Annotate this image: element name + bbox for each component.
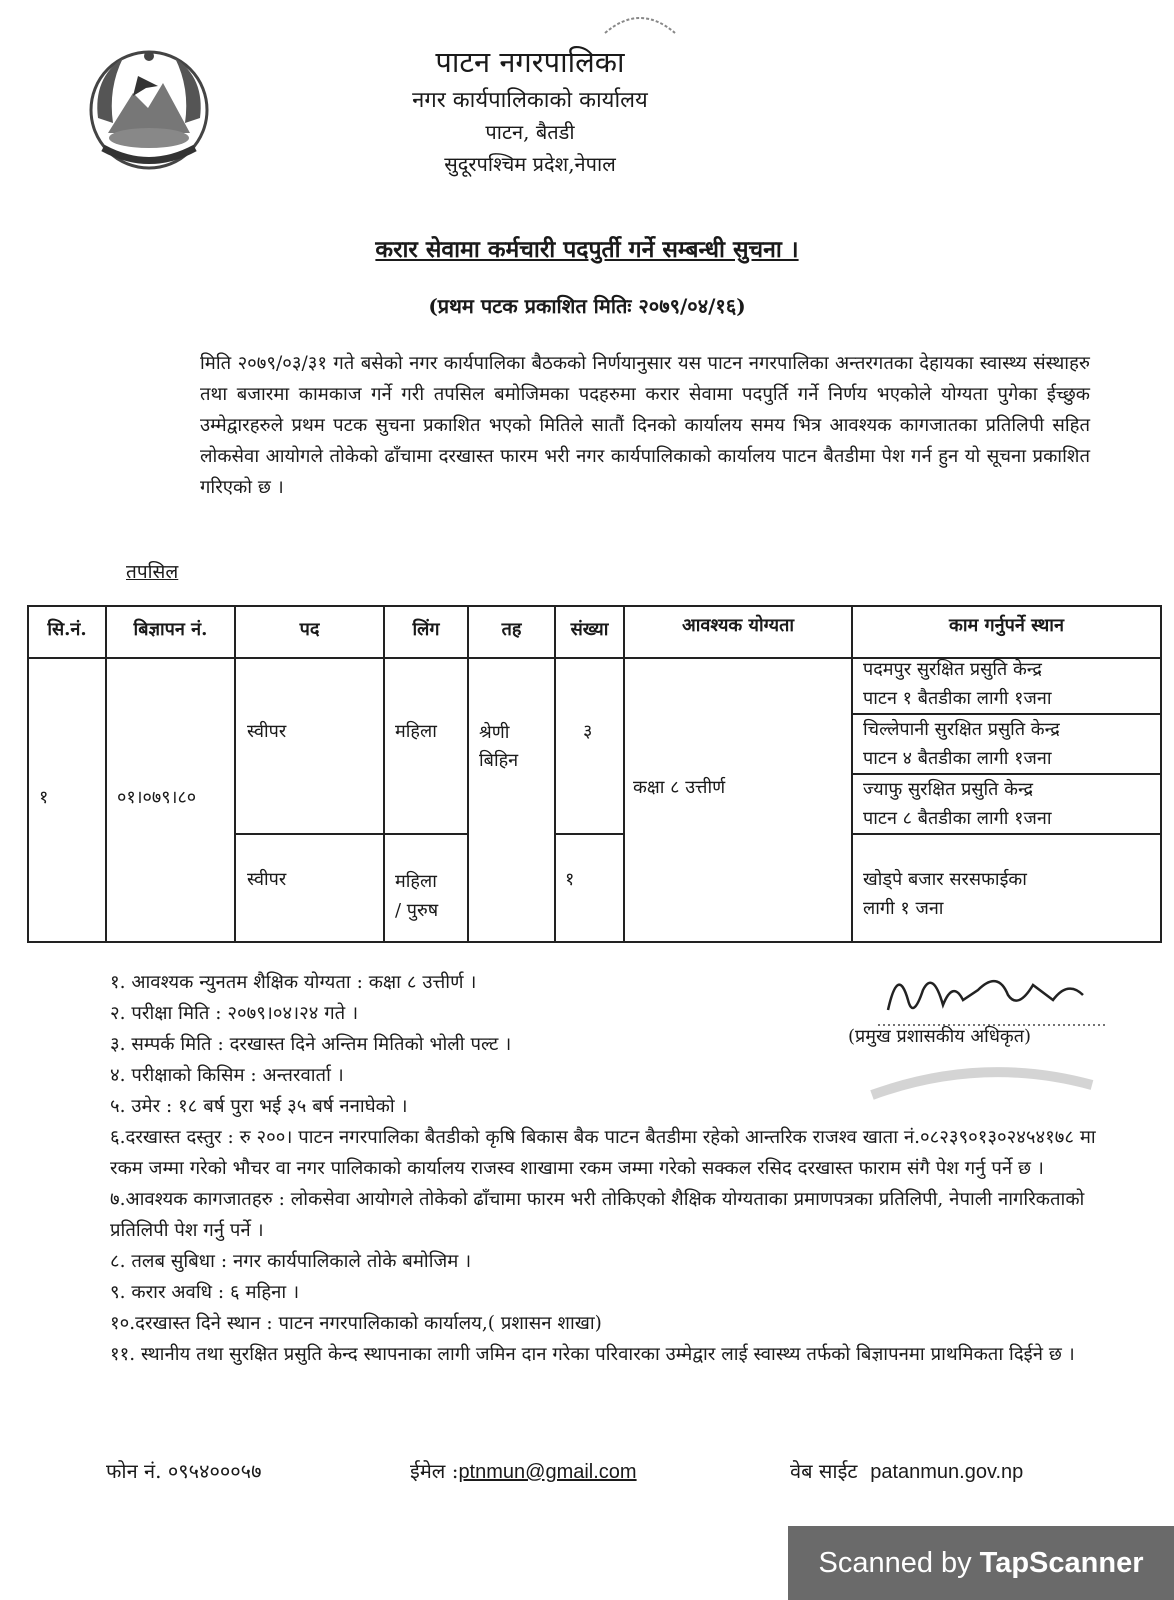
footer-phone — [106, 1457, 261, 1484]
scanner-watermark — [788, 1526, 1174, 1600]
note-item: ७.आवश्यक कागजातहरु : लोकसेवा आयोगले तोकेको ढाँचामा फारम भरी तोकिएको शैक्षिक योग्यताका प्रमाणपत्रका प्रतिलिपी, नेपाली नागरिकताको प्रतिलिपी पेश गर्नु पर्ने । — [110, 1189, 1085, 1241]
col-header-ad-no: बिज्ञापन नं. — [133, 619, 208, 640]
table-cell-post: स्वीपर — [247, 721, 287, 742]
place-line: पाटन ४ बैतडीका लागी १जना — [863, 748, 1052, 769]
scanner-prefix: Scanned by — [818, 1546, 972, 1579]
tier-line-1: श्रेणी — [479, 722, 510, 743]
col-header-post: पद — [299, 619, 320, 640]
note-item: ६.दरखास्त दस्तुर : रु २००। पाटन नगरपालिका बैतडीको कृषि बिकास बैक पाटन बैतडीमा रहेको आन्तरिक राजश्व खाता नं.०८२३९०१३०२४५४१७८ मा रकम जम्मा गरेको भौचर वा नगर पालिकाको कार्यालय राजस्व शाखामा रकम जम्मा गरेको सक्कल रसिद दरखास्त फाराम संगै पेश गर्नु पर्ने छ । — [110, 1127, 1096, 1179]
website-link[interactable]: patanmun.gov.np — [870, 1461, 1024, 1483]
table-cell-gender: महिला — [395, 721, 437, 742]
scanner-brand: TapScanner — [979, 1546, 1144, 1579]
notice-title — [0, 232, 1174, 264]
note-item: ५. उमेर : १८ बर्ष पुरा भई ३५ बर्ष ननाघेको । — [110, 1096, 408, 1117]
table-cell-gender — [395, 867, 438, 925]
note-item: १. आवश्यक न्युनतम शैक्षिक योग्यता : कक्षा ८ उत्तीर्ण । — [110, 972, 477, 993]
gender-line-2: / पुरुष — [395, 900, 439, 921]
table-cell-ad-no: ०१।०७९।८० — [117, 787, 197, 808]
office-name: नगर कार्यपालिकाको कार्यालय — [412, 88, 648, 113]
details-heading: तपसिल — [126, 561, 179, 583]
table-cell-count: ३ — [583, 721, 593, 742]
col-header-sn: सि.नं. — [47, 619, 87, 640]
table-cell-place — [863, 775, 1052, 833]
place-line: लागी १ जना — [863, 898, 944, 919]
footer-email — [410, 1457, 637, 1484]
table-cell-place — [863, 715, 1060, 773]
place-line: चिल्लेपानी सुरक्षित प्रसुति केन्द्र — [863, 719, 1060, 740]
col-header-work-place: काम गर्नुपर्ने स्थान — [949, 615, 1064, 636]
table-cell-post: स्वीपर — [247, 869, 287, 890]
municipality-name: पाटन नगरपालिका — [435, 45, 625, 79]
place-line: खोड्पे बजार सरसफाईका — [863, 869, 1027, 890]
place-line: ज्याफु सुरक्षित प्रसुति केन्द्र — [863, 779, 1034, 800]
note-item: १०.दरखास्त दिने स्थान : पाटन नगरपालिकाको कार्यालय,( प्रशासन शाखा) — [110, 1313, 602, 1334]
col-header-qualification: आवश्यक योग्यता — [681, 615, 795, 636]
table-cell-place — [863, 655, 1052, 713]
office-location: पाटन, बैतडी — [485, 120, 575, 144]
notice-body: मिति २०७९/०३/३१ गते बसेको नगर कार्यपालिका बैठकको निर्णयानुसार यस पाटन नगरपालिका अन्तरगतका देहायका स्वास्थ्य संस्थाहरु तथा बजारमा कामकाज गर्ने गरी तपसिल बमोजिमका पदहरुमा करार सेवामा पदपुर्ति गर्ने निर्णय भएकोले योग्यता पुगेका ईच्छुक उम्मेद्वारहरुले प्रथम पटक सुचना प्रकाशित भएको मितिले सातौं दिनको कार्यालय समय भित्र आवश्यक कागजातका प्रतिलिपी सहित लोकसेवा आयोगले तोकेको ढाँचामा दरखास्त फारम भरी नगर कार्यपालिकाको कार्यालय पाटन बैतडीमा पेश गर्न हुन यो सूचना प्रकाशित गरिएको छ । — [200, 353, 1090, 498]
vacancy-table — [27, 605, 1162, 943]
tier-line-2: बिहिन — [479, 750, 519, 771]
place-line: पाटन ८ बैतडीका लागी १जना — [863, 808, 1052, 829]
table-cell-sn: १ — [39, 787, 49, 808]
col-header-count: संख्या — [570, 619, 609, 640]
phone-label: फोन नं. — [106, 1459, 162, 1483]
notice-title-text: करार सेवामा कर्मचारी पदपुर्ती गर्ने सम्बन्धी सुचना । — [375, 236, 799, 263]
col-header-gender: लिंग — [412, 619, 440, 640]
signatory-title: (प्रमुख प्रशासकीय अधिकृत) — [848, 1026, 1032, 1047]
place-line: पदमपुर सुरक्षित प्रसुति केन्द्र — [863, 659, 1042, 680]
note-item: ३. सम्पर्क मिति : दरखास्त दिने अन्तिम मितिको भोली पल्ट । — [110, 1034, 512, 1055]
note-item: ४. परीक्षाको किसिम : अन्तरवार्ता । — [110, 1065, 344, 1086]
note-item: ९. करार अवधि : ६ महिना । — [110, 1282, 300, 1303]
table-cell-count: १ — [565, 869, 575, 890]
email-link[interactable]: ptnmun@gmail.com — [458, 1461, 637, 1483]
province-country: सुदूरपश्चिम प्रदेश,नेपाल — [444, 152, 616, 176]
website-label: वेब साईट — [790, 1459, 858, 1483]
phone-number: ०९५४०००५७ — [167, 1459, 262, 1483]
email-label: ईमेल : — [410, 1459, 459, 1483]
table-cell-place — [863, 865, 1027, 923]
table-cell-tier — [479, 719, 518, 775]
note-item: २. परीक्षा मिति : २०७९।०४।२४ गते । — [110, 1003, 359, 1024]
col-header-tier: तह — [501, 619, 522, 640]
table-cell-qualification: कक्षा ८ उत्तीर्ण — [633, 777, 726, 798]
footer-website — [790, 1457, 1023, 1484]
place-line: पाटन १ बैतडीका लागी १जना — [863, 688, 1052, 709]
notice-subtitle: (प्रथम पटक प्रकाशित मितिः २०७९/०४/१६) — [428, 294, 746, 318]
note-item: ८. तलब सुबिधा : नगर कार्यपालिकाले तोके बमोजिम । — [110, 1251, 472, 1272]
gender-line-1: महिला — [395, 871, 437, 892]
office-seal-icon — [862, 1055, 1102, 1110]
stamp-mark-icon — [600, 8, 680, 38]
note-item: ११. स्थानीय तथा सुरक्षित प्रसुति केन्द स्थापनाका लागी जमिन दान गरेका परिवारका उम्मेद्वार लाई स्वास्थ्य तर्फको बिज्ञापनमा प्राथमिकता दिईने छ । — [110, 1344, 1075, 1365]
